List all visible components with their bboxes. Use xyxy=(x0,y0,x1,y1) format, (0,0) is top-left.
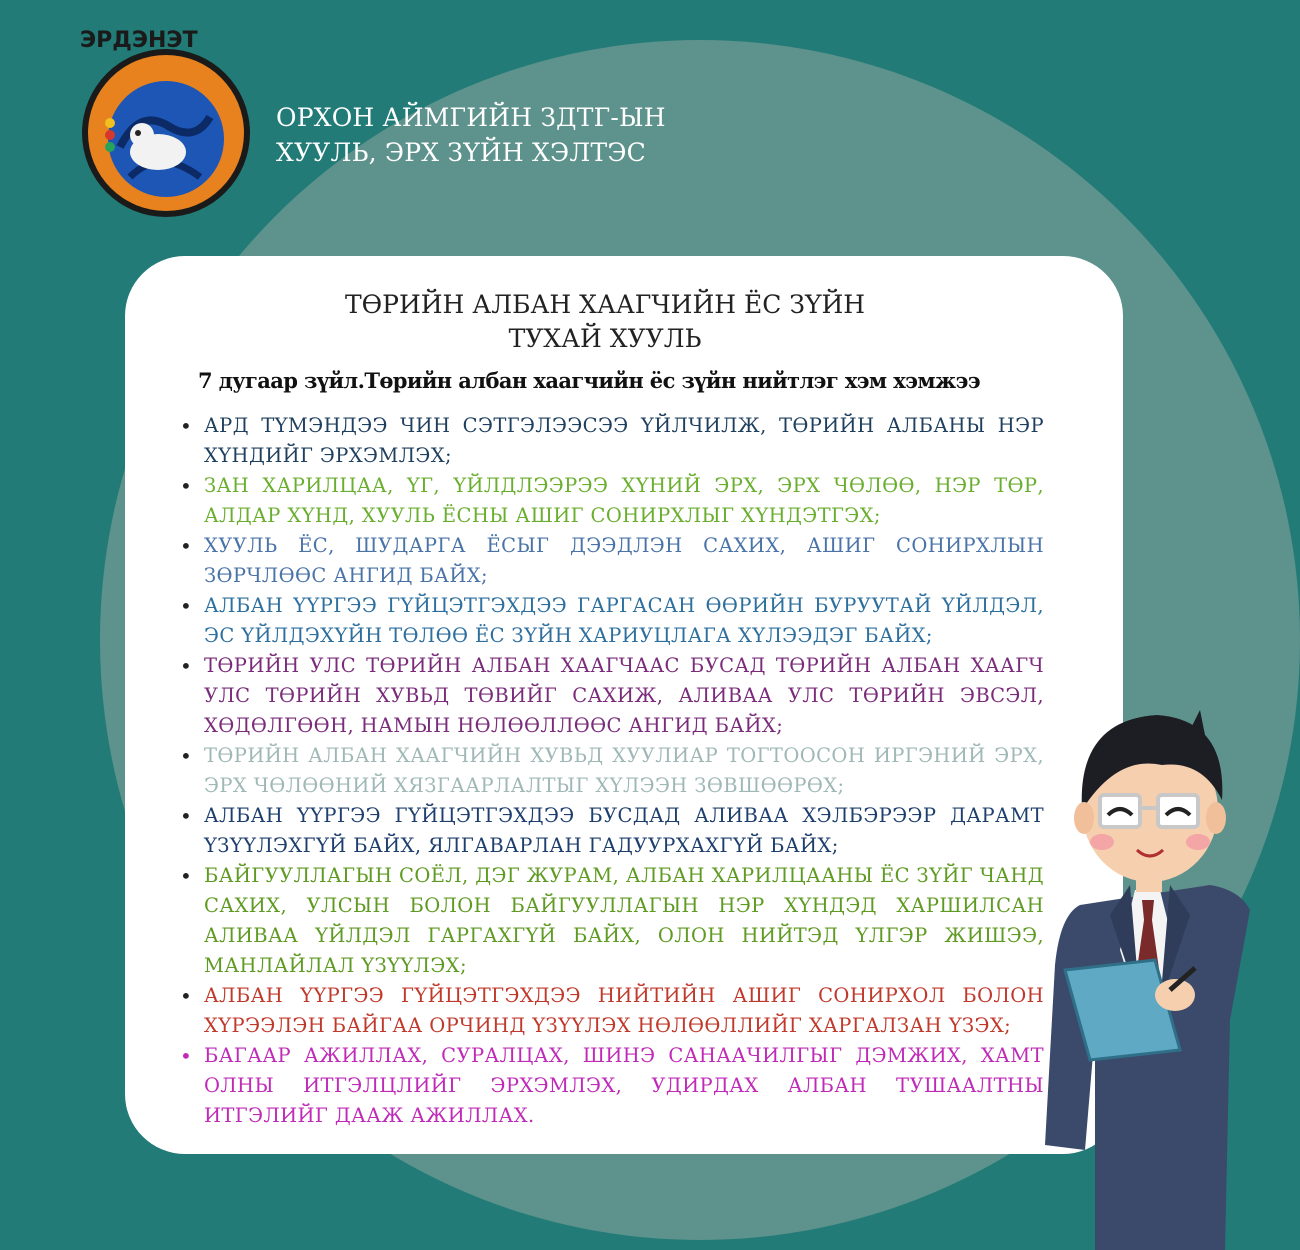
norm-item xyxy=(178,651,1044,741)
title-line-1: ТӨРИЙН АЛБАН ХААГЧИЙН ЁС ЗҮЙН xyxy=(344,290,866,319)
erdenet-logo xyxy=(80,28,252,219)
norm-item xyxy=(178,411,1044,471)
bullet-icon: • xyxy=(180,1044,193,1068)
norm-item-text: АРД ТҮМЭНДЭЭ ЧИН СЭТГЭЛЭЭСЭЭ ҮЙЛЧИЛЖ, ТӨРИЙН АЛБАНЫ НЭР ХҮНДИЙГ ЭРХЭМЛЭХ; xyxy=(204,414,1044,467)
norm-item xyxy=(178,981,1044,1041)
bullet-icon: • xyxy=(180,414,193,438)
norm-item xyxy=(178,861,1044,981)
norm-item-text: ТӨРИЙН АЛБАН ХААГЧИЙН ХУВЬД ХУУЛИАР ТОГТООСОН ИРГЭНИЙ ЭРХ, ЭРХ ЧӨЛӨӨНИЙ ХЯЗГААРЛАЛТЫГ ХҮЛЭЭН ЗӨВШӨӨРӨХ; xyxy=(204,744,1044,797)
bullet-icon: • xyxy=(180,984,193,1008)
organization-line-2: ХУУЛЬ, ЭРХ ЗҮЙН ХЭЛТЭС xyxy=(276,138,646,167)
norm-item-text: БАГААР АЖИЛЛАХ, СУРАЛЦАХ, ШИНЭ САНААЧИЛГЫГ ДЭМЖИХ, ХАМТ ОЛНЫ ИТГЭЛЦЛИЙГ ЭРХЭМЛЭХ, УДИРДАХ АЛБАН ТУШААЛТНЫ ИТГЭЛИЙГ ДААЖ АЖИЛЛАХ. xyxy=(204,1044,1044,1127)
norm-item-text: БАЙГУУЛЛАГЫН СОЁЛ, ДЭГ ЖУРАМ, АЛБАН ХАРИЛЦААНЫ ЁС ЗҮЙГ ЧАНД САХИХ, УЛСЫН БОЛОН БАЙГУУЛЛАГЫН НЭР ХҮНДЭД ХАРШИЛСАН АЛИВАА ҮЙЛДЭЛ ГАРГАХГҮЙ БАЙХ, ОЛОН НИЙТЭД ҮЛГЭР ЖИШЭЭ, МАНЛАЙЛАЛ ҮЗҮҮЛЭХ; xyxy=(204,864,1044,977)
norm-item xyxy=(178,1041,1044,1131)
bullet-icon: • xyxy=(180,654,193,678)
logo-text: ЭРДЭНЭТ xyxy=(80,28,198,53)
title-line-2: ТУХАЙ ХУУЛЬ xyxy=(508,324,702,353)
norm-item xyxy=(178,801,1044,861)
norm-item xyxy=(178,531,1044,591)
bullet-icon: • xyxy=(180,744,193,768)
official-illustration xyxy=(1040,700,1250,1250)
bullet-icon: • xyxy=(180,474,193,498)
organization-line-1: ОРХОН АЙМГИЙН ЗДТГ-ЫН xyxy=(276,103,666,132)
bullet-icon: • xyxy=(180,804,193,828)
norms-list xyxy=(178,411,1044,1131)
norm-item-text: АЛБАН ҮҮРГЭЭ ГҮЙЦЭТГЭХДЭЭ ГАРГАСАН ӨӨРИЙН БУРУУТАЙ ҮЙЛДЭЛ, ЭС ҮЙЛДЭХҮЙН ТӨЛӨӨ ЁС ЗҮЙН ХАРИУЦЛАГА ХҮЛЭЭДЭГ БАЙХ; xyxy=(204,594,1044,647)
document-title xyxy=(0,288,1210,356)
norm-item xyxy=(178,471,1044,531)
norm-item-text: АЛБАН ҮҮРГЭЭ ГҮЙЦЭТГЭХДЭЭ НИЙТИЙН АШИГ СОНИРХОЛ БОЛОН ХҮРЭЭЛЭН БАЙГАА ОРЧИНД ҮЗҮҮЛЭХ НӨЛӨӨЛЛИЙГ ХАРГАЛЗАН ҮЗЭХ; xyxy=(204,984,1044,1037)
article-heading: 7 дугаар зүйл.Төрийн албан хаагчийн ёс зүйн нийтлэг хэм хэмжээ xyxy=(198,368,981,393)
norm-item-text: АЛБАН ҮҮРГЭЭ ГҮЙЦЭТГЭХДЭЭ БУСДАД АЛИВАА ХЭЛБЭРЭЭР ДАРАМТ ҮЗҮҮЛЭХГҮЙ БАЙХ, ЯЛГАВАРЛАН ГАДУУРХАХГҮЙ БАЙХ; xyxy=(204,804,1044,857)
bullet-icon: • xyxy=(180,864,193,888)
bullet-icon: • xyxy=(180,594,193,618)
bullet-icon: • xyxy=(180,534,193,558)
norm-item-text: ЗАН ХАРИЛЦАА, ҮГ, ҮЙЛДЛЭЭРЭЭ ХҮНИЙ ЭРХ, ЭРХ ЧӨЛӨӨ, НЭР ТӨР, АЛДАР ХҮНД, ХУУЛЬ ЁСНЫ АШИГ СОНИРХЛЫГ ХҮНДЭТГЭХ; xyxy=(204,474,1044,527)
norm-item-text: ХУУЛЬ ЁС, ШУДАРГА ЁСЫГ ДЭЭДЛЭН САХИХ, АШИГ СОНИРХЛЫН ЗӨРЧЛӨӨС АНГИД БАЙХ; xyxy=(204,534,1044,587)
norm-item-text: ТӨРИЙН УЛС ТӨРИЙН АЛБАН ХААГЧААС БУСАД ТӨРИЙН АЛБАН ХААГЧ УЛС ТӨРИЙН ХУВЬД ТӨВИЙГ САХИЖ, АЛИВАА УЛС ТӨРИЙН ЭВСЭЛ, ХӨДӨЛГӨӨН, НАМЫН НӨЛӨӨЛЛӨӨС АНГИД БАЙХ; xyxy=(204,654,1044,737)
norm-item xyxy=(178,591,1044,651)
norm-item xyxy=(178,741,1044,801)
organization-name xyxy=(276,100,666,170)
